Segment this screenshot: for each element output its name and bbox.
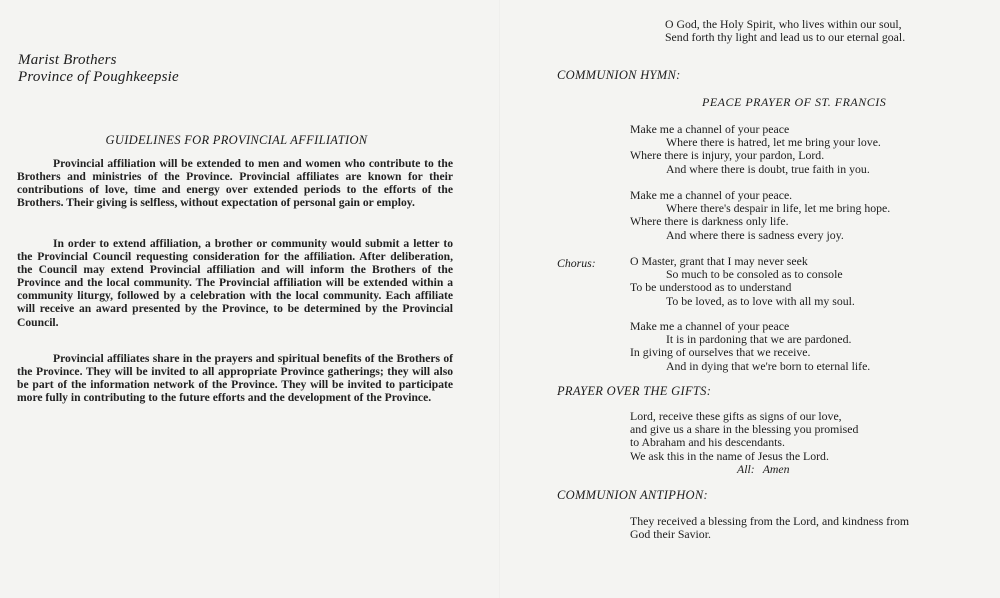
communion-hymn-heading: COMMUNION HYMN:	[557, 68, 681, 82]
stanza-line: Where there is injury, your pardon, Lord.	[630, 148, 825, 163]
prayer-line: and give us a share in the blessing you promised	[630, 422, 859, 437]
right-page	[500, 0, 1000, 598]
stanza-line: Where there's despair in life, let me bring hope.	[666, 201, 891, 216]
stanza-1	[630, 123, 881, 176]
prayer-line: Lord, receive these gifts as signs of our love,	[630, 409, 842, 423]
chorus-line: To be understood as to understand	[630, 280, 792, 295]
gifts-prayer	[630, 410, 858, 463]
chorus-line: O Master, grant that I may never seek	[630, 254, 808, 268]
stanza-line: In giving of ourselves that we receive.	[630, 345, 811, 360]
org-name: Marist Brothers	[18, 52, 117, 68]
verse-line: O God, the Holy Spirit, who lives within our soul,	[665, 17, 902, 31]
antiphon-line: God their Savior.	[630, 527, 711, 542]
stanza-line: And where there is doubt, true faith in you.	[666, 161, 870, 176]
gifts-heading: PRAYER OVER THE GIFTS:	[557, 384, 712, 398]
stanza-line: Make me a channel of your peace	[630, 319, 790, 333]
response	[737, 462, 790, 477]
hymn-title: PEACE PRAYER OF ST. FRANCIS	[702, 95, 887, 109]
stanza-line: Make me a channel of your peace	[630, 122, 790, 136]
stanza-3	[630, 320, 870, 373]
guidelines-title: GUIDELINES FOR PROVINCIAL AFFILIATION	[105, 133, 368, 147]
antiphon-heading: COMMUNION ANTIPHON:	[557, 488, 708, 502]
stanza-line: Where there is darkness only life.	[630, 214, 789, 229]
stanza-line: Where there is hatred, let me bring your love.	[666, 135, 881, 150]
chorus-label: Chorus:	[557, 256, 596, 270]
paragraph-text: Provincial affiliation will be extended to men and women who contribute to the Brothers and ministries of the Province. Provincial affiliates are known for their contributions of love, time and energy over extended periods to the efforts of the Brothers. Their giving is selfless, without expectation of personal gain or employ.	[17, 157, 453, 210]
response-text: Amen	[762, 462, 790, 476]
prayer-line: to Abraham and his descendants.	[630, 435, 785, 450]
opening-verse	[665, 18, 905, 44]
paragraph-1	[17, 157, 453, 209]
chorus-line: To be loved, as to love with all my soul.	[666, 293, 855, 308]
stanza-line: Make me a channel of your peace.	[630, 188, 793, 202]
paragraph-text: In order to extend affiliation, a brother or community would submit a letter to the Provincial Council requesting consideration for the affiliation. After deliberation, the Council may extend Provincial affiliation and will inform the Brothers of the Province and the local community. The Provincial affiliation will be extended within a community liturgy, followed by a celebration with the local community. Each affiliate will receive an award presented by the Province, to be determined by the Provincial Council.	[17, 237, 453, 329]
paragraph-2	[17, 237, 453, 329]
paragraph-3	[17, 352, 453, 404]
verse-line: Send forth thy light and lead us to our eternal goal.	[665, 30, 906, 45]
stanza-line: It is in pardoning that we are pardoned.	[666, 332, 852, 347]
stanza-2	[630, 189, 890, 242]
stanza-line: And in dying that we're born to eternal life.	[666, 358, 871, 373]
chorus-line: So much to be consoled as to console	[666, 267, 843, 282]
prayer-line: We ask this in the name of Jesus the Lord.	[630, 448, 829, 463]
paragraph-text: Provincial affiliates share in the prayers and spiritual benefits of the Brothers of the Province. They will be invited to all appropriate Province gatherings; they will also be part of the information network of the Province. They will be invited to participate more fully in contributing to the future efforts and the development of the Province.	[17, 352, 453, 405]
antiphon	[630, 515, 909, 541]
response-label: All:	[737, 462, 755, 476]
antiphon-line: They received a blessing from the Lord, and kindness from	[630, 514, 910, 528]
letterhead	[18, 52, 179, 86]
stanza-line: And where there is sadness every joy.	[666, 227, 844, 242]
chorus	[630, 255, 855, 308]
province-name: Province of Poughkeepsie	[18, 69, 179, 85]
